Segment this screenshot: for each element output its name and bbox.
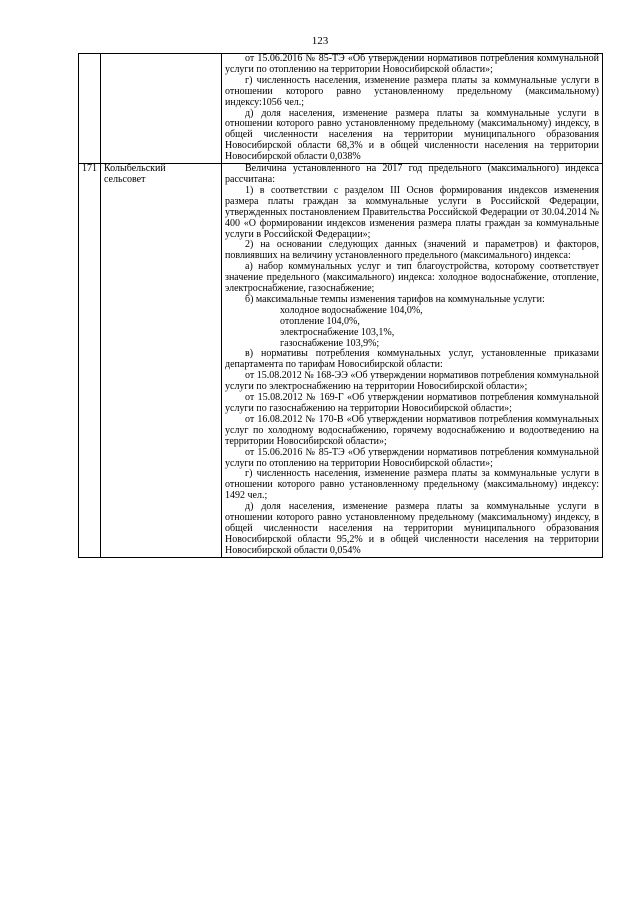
paragraph: от 15.08.2012 № 169-Г «Об утверждении нормативов потребления коммунальной услуги по газоснабжению на территории Новосибирской области»; (225, 392, 599, 414)
table-body (79, 54, 603, 558)
tariff-line: газоснабжение 103,9%; (280, 337, 380, 349)
municipality-name-cell: Колыбельский сельсовет (101, 164, 222, 558)
paragraph: д) доля населения, изменение размера платы за коммунальные услуги в отношении которого равно установленному предельному (максимальному) индексу, в общей численности населения на территории муниципального образования Новосибирской области 95,2% и в общей численности населения на территории Новосибирской области 0,054% (225, 501, 599, 556)
tariff-line: электроснабжение 103,1%, (280, 326, 395, 338)
paragraph: от 15.06.2016 № 85-ТЭ «Об утверждении нормативов потребления коммунальной услуги по отоплению на территории Новосибирской области»; (225, 53, 599, 75)
document-table (78, 53, 603, 558)
description-cell (222, 54, 603, 164)
table-row (79, 164, 603, 558)
row-number-cell (79, 54, 101, 164)
paragraph: д) доля населения, изменение размера платы за коммунальные услуги в отношении которого равно установленному предельному (максимальному) индексу, в общей численности населения на территории муниципального образования Новосибирской области 68,3% и в общей численности населения на территории Новосибирской области 0,038% (225, 107, 599, 163)
paragraph: от 15.08.2012 № 168-ЭЭ «Об утверждении нормативов потребления коммунальной услуги по электроснабжению на территории Новосибирской области»; (225, 370, 599, 393)
tariff-line: холодное водоснабжение 104,0%, (280, 304, 423, 316)
paragraph: г) численность населения, изменение размера платы за коммунальные услуги в отношении которого равно установленному предельному (максимальному) индексу: 1492 чел.; (225, 468, 599, 502)
paragraph: 1) в соответствии с разделом III Основ формирования индексов изменения размера платы граждан за коммунальные услуги в Российской Федерации, утвержденных постановлением Правительства Российской Федерации от 30.04.2014 № 400 «О формировании индексов изменения размера платы граждан за коммунальные услуги в Российской Федерации»; (225, 184, 599, 240)
page-number: 123 (311, 35, 329, 47)
paragraph: б) максимальные темпы изменения тарифов на коммунальные услуги: (245, 293, 545, 305)
row-number-cell: 171 (79, 164, 101, 558)
paragraph: Величина установленного на 2017 год предельного (максимального) индекса рассчитана: (225, 163, 599, 185)
municipality-name-cell (101, 54, 222, 164)
tariff-line: отопление 104,0%, (280, 315, 360, 327)
paragraph: в) нормативы потребления коммунальных услуг, установленные приказами департамента по тарифам Новосибирской области: (225, 348, 599, 371)
paragraph: а) набор коммунальных услуг и тип благоустройства, которому соответствует значение предельного (максимального) индекса: холодное водоснабжение, отопление, электроснабжение, газоснабжение; (225, 261, 599, 295)
paragraph: от 15.06.2016 № 85-ТЭ «Об утверждении нормативов потребления коммунальной услуги по отоплению на территории Новосибирской области»; (225, 446, 599, 469)
description-cell (222, 164, 603, 558)
table-row (79, 54, 603, 164)
paragraph: г) численность населения, изменение размера платы за коммунальные услуги в отношении которого равно установленному предельному (максимальному) индексу:1056 чел.; (225, 74, 599, 108)
paragraph: от 16.08.2012 № 170-В «Об утверждении нормативов потребления коммунальных услуг по холодному водоснабжению, горячему водоснабжению и водоотведению на территории Новосибирской области»; (225, 413, 599, 447)
paragraph: 2) на основании следующих данных (значений и параметров) и факторов, повлиявших на величину установленного предельного (максимального) индекса: (225, 239, 599, 262)
